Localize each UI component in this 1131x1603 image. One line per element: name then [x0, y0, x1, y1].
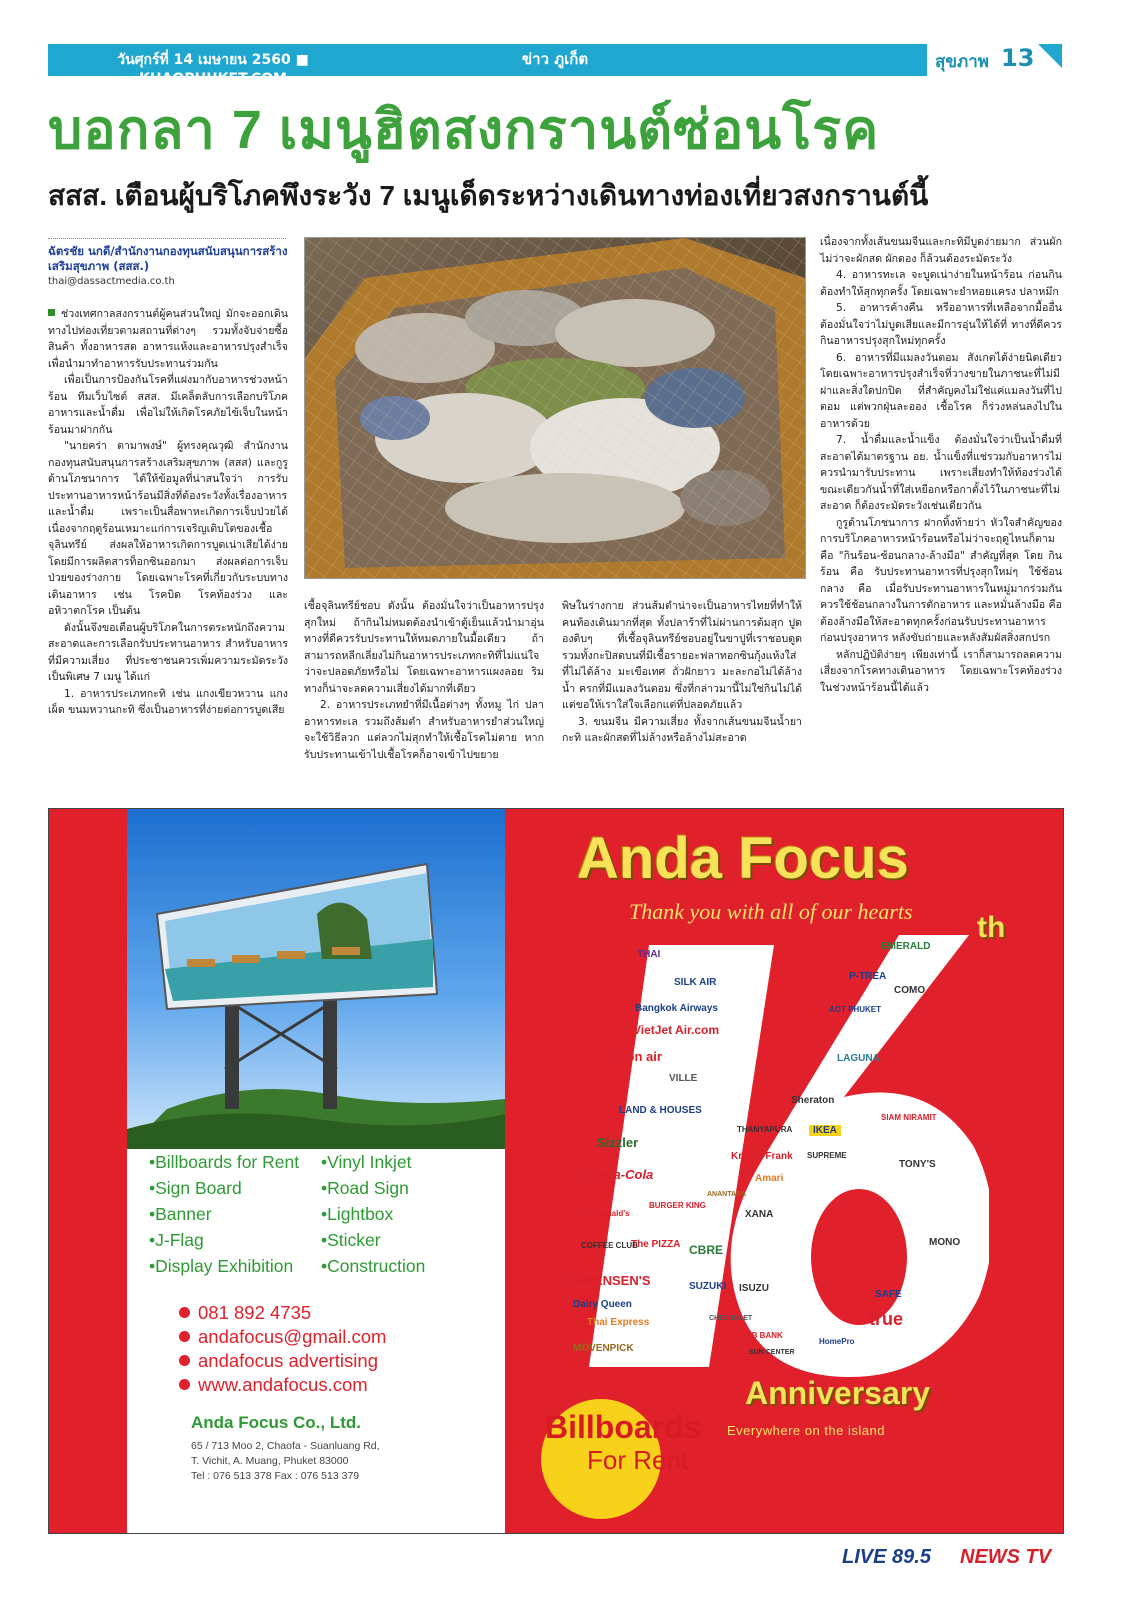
company-name: Anda Focus Co., Ltd.	[191, 1413, 361, 1432]
service-item: •Road Sign	[321, 1178, 409, 1198]
logo-ptrea: P-TREA	[849, 971, 887, 982]
logo-chevrolet: CHEVROLET	[709, 1315, 753, 1322]
anda-focus-advertisement	[48, 808, 1064, 1534]
logo-homepro: HomePro	[819, 1337, 855, 1346]
seafood-photo	[304, 237, 806, 579]
page-number: 13	[1001, 44, 1035, 72]
author-email: thai@dassactmedia.co.th	[48, 276, 175, 287]
author-name: ฉัตรชัย นกดี/สำนักงานกองทุนสนับสนุนการสร้างเสริมสุขภาพ (สสส.)	[48, 244, 288, 273]
service-item: •Display Exhibition	[149, 1256, 294, 1276]
seafood-basket-image	[305, 238, 805, 578]
service-item: •Sign Board	[149, 1178, 242, 1198]
logo-tonys: TONY'S	[899, 1159, 936, 1170]
ad-sky-background	[127, 809, 505, 1149]
logo-lionair: Lion air	[615, 1049, 662, 1064]
phone-icon	[179, 1307, 190, 1318]
paragraph: 1. อาหารประเภทกะทิ เช่น แกงเขียวหวาน แกงเผ็ด ขนมหวานกะทิ ซึ่งเป็นอาหารที่ง่ายต่อการบูดเสีย	[48, 687, 288, 716]
article-subheadline: สสส. เตือนผู้บริโภคพึงระวัง 7 เมนูเด็ดระหว่างเดินทางท่องเที่ยวสงกรานต์นี้	[48, 180, 929, 211]
ad-anniversary: Anniversary	[745, 1375, 930, 1411]
paragraph: 3. ขนมจีน มีความเสี่ยง ทั้งจากเส้นขนมจีนน้ำยากะทิ และผักสดที่ไม่ล้างหรือล้างไม่สะอาด	[562, 715, 802, 744]
logo-suzuki: SUZUKI	[689, 1281, 727, 1292]
byline-divider	[48, 238, 286, 239]
article-column-1	[48, 306, 288, 719]
paragraph: 7. น้ำดื่มและน้ำแข็ง ต้องมั่นใจว่าเป็นน้ำดื่มที่สะอาดได้มาตรฐาน อย. น้ำแข็งที่แช่รวมกับอาหารไม่ควรนำมารับประทาน เพราะเสี่ยงทำให้ท้องร่วงได้ขณะเดียวกันน้ำที่ใส่เหยือกหรือกาตั้งไว้ในภาชนะที่ไม่สะอาด ก็ต้องระมัดระวังเช่นเดียวกัน	[820, 434, 1062, 512]
service-item: •Construction	[321, 1256, 426, 1276]
logo-bangkok-airways: Bangkok Airways	[635, 1003, 718, 1014]
logo-sun-center: SUN CENTER	[749, 1349, 795, 1356]
company-address: 65 / 713 Moo 2, Chaofa - Suanluang Rd, T. Vichit, A. Muang, Phuket 83000 Tel : 076 513 378 Fax : 076 513 379	[191, 1440, 380, 1482]
article-column-4	[820, 234, 1062, 696]
contact-list	[179, 1301, 386, 1397]
ad-tagline: Thank you with all of our hearts	[629, 899, 913, 924]
bullet-icon	[48, 309, 55, 316]
logo-burger-king: BURGER KING	[649, 1201, 706, 1210]
contact-facebook: andafocus advertising	[179, 1349, 386, 1373]
issue-date: วันศุกร์ที่ 14 เมษายน 2560 ■ KHAOPHUKET.COM	[117, 52, 309, 87]
logo-swensens: SWENSEN'S	[573, 1273, 651, 1288]
logo-sheraton: Sheraton	[791, 1095, 835, 1106]
logo-mono: MONO	[929, 1237, 961, 1248]
logo-cbre: CBRE	[689, 1243, 724, 1257]
paragraph: พิษในร่างกาย ส่วนส้มตำน่าจะเป็นอาหารไทยที่ทำให้คนท้องเดินมากที่สุด ทั้งปลาร้าที่ไม่ผ่านการต้มสุก ปูดองดิบๆ ที่เชื้อจุลินทรีย์ชอบอยู่ในขาปูที่เราชอบดูด รวมทั้งกะปิสดบนที่มีเชื้อรายอะฟลาทอกซินกุ้งแห้งใส่ที่ไม่ได้ล้าง มะเขือเทศ ถั่วฝักยาว มะละกอไม่ได้ล้างน้ำ ครกที่มีแมลงวันตอม ซึ่งที่กล่าวมานี้ไม่ใช่กินไม่ได้ แต่ขอให้เราใส่ใจเลือกแต่ที่ปลอดภัยแล้ว	[562, 600, 802, 711]
logo-supreme: SUPREME	[807, 1151, 847, 1160]
paragraph: หลักปฏิบัติง่ายๆ เพียงเท่านี้ เราก็สามารถลดความเสี่ยงจากโรคทางเดินอาหาร โดยเฉพาะโรคท้องร่วงในช่วงหน้าร้อนนี้ได้แล้ว	[820, 648, 1062, 694]
section-box	[927, 44, 1062, 76]
logo-aot: AOT PHUKET	[829, 1005, 881, 1014]
logo-mcdonalds: McDonald's	[585, 1209, 630, 1218]
news-tv-logo: NEWS TV	[960, 1546, 1052, 1568]
facebook-icon	[179, 1355, 190, 1366]
services-list-right	[321, 1149, 425, 1279]
contact-phone: 081 892 4735	[179, 1301, 386, 1325]
paragraph: 5. อาหารค้างคืน หรืออาหารที่เหลือจากมื้ออื่น ต้องมั่นใจว่าไม่บูดเสียและมีการอุ่นให้ได้ที่ ทางที่ดีควรกินอาหารปรุงสุกใหม่ทุกครั้ง	[820, 302, 1062, 347]
logo-emerald: EMERALD	[881, 941, 931, 952]
web-icon	[179, 1379, 190, 1390]
billboard-illustration	[127, 809, 505, 1149]
article-column-3	[562, 598, 802, 747]
logo-cimb: CIMB BANK	[737, 1331, 783, 1340]
logo-vietjet: VietJet Air.com	[633, 1023, 720, 1037]
service-item: •J-Flag	[149, 1230, 204, 1250]
paragraph: กูรูด้านโภชนาการ ฝากทิ้งท้ายว่า หัวใจสำคัญของการบริโภคอาหารหน้าร้อนหรือไม่ว่าจะฤดูไหนก็ตาม คือ "กินร้อน-ช้อนกลาง-ล้างมือ" สำคัญที่สุด โดย กินร้อน คือ รับประทานอาหารที่ปรุงสุกใหม่ๆ ใช้ช้อนกลาง คือ เมื่อรับประทานอาหารในหมู่มากร่วมกัน ควรใช้ช้อนกลางในการตักอาหาร และหมั่นล้างมือ คือ ต้องล้างมือให้สะอาดทุกครั้งก่อนรับประทานอาหาร ก่อนปรุงอาหาร หลังขับถ่ายและหลังสัมผัสสิ่งสกปรก	[820, 516, 1062, 644]
paragraph: ดังนั้นจึงขอเตือนผู้บริโภคในการตระหนักถึงความสะอาดและการเลือกรับประทานอาหาร สำหรับอาหารที่มีความเสี่ยง ที่ประชาชนควรเพิ่มความระมัดระวังเป็นพิเศษ 7 เมนู ได้แก่	[48, 621, 288, 683]
article-headline: บอกลา 7 เมนูฮิตสงกรานต์ซ่อนโรค	[48, 100, 880, 160]
logo-thanyapura: THANYAPURA	[737, 1125, 793, 1134]
service-item: •Lightbox	[321, 1204, 394, 1224]
logo-thai-express: Thai Express	[587, 1317, 650, 1328]
service-item: •Banner	[149, 1204, 212, 1224]
corner-mark-icon	[1038, 44, 1062, 68]
logo-silkair: SILK AIR	[674, 977, 717, 988]
paragraph: เนื่องจากทั้งเส้นขนมจีนและกะทิมีบูดง่ายมาก ส่วนผักไม่ว่าจะผักสด ผักดอง ก็ล้วนต้องระมัดระวัง	[820, 236, 1062, 265]
services-list-left	[149, 1149, 299, 1279]
logo-movenpick: MÖVENPICK	[573, 1343, 634, 1354]
logo-amari: Amari	[755, 1173, 784, 1184]
logo-dairy-queen: Dairy Queen	[573, 1299, 632, 1310]
masthead-logo: ข่าว ภูเก็ต	[521, 50, 589, 68]
logo-land-houses: LAND & HOUSES	[619, 1105, 702, 1116]
logo-coca-cola: Coca-Cola	[589, 1167, 654, 1182]
byline	[48, 244, 288, 287]
logo-como: COMO	[894, 985, 926, 996]
paragraph: ช่วงเทศกาลสงกรานต์ผู้คนส่วนใหญ่ มักจะออกเดินทางไปท่องเที่ยวตามสถานที่ต่างๆ รวมทั้งจับจ่ายซื้อสินค้า ทั้งอาหารสด อาหารแห้งและอาหารปรุงสำเร็จ เพื่อนำมาทำอาหารรับประทานร่วมกัน	[48, 308, 288, 370]
header-bar	[48, 44, 1062, 87]
paragraph: เชื้อจุลินทรีย์ชอบ ดังนั้น ต้องมั่นใจว่าเป็นอาหารปรุงสุกใหม่ ถ้ากินไม่หมดต้องนำเข้าตู้เย็นแล้วนำมาอุ่นทางที่ดีควรรับประทานให้หมดภายในมื้อเดียว ถ้าสามารถหลีกเลี่ยงไม่กินอาหารประเภทกะทิที่ไม่แน่ใจว่าจะปลอดภัยหรือไม่ โดยเฉพาะอาหารแผงลอย ริมทางก็น่าจะลดความเสี่ยงได้มากที่เดียว	[304, 600, 544, 695]
logo-xana: XANA	[745, 1209, 774, 1220]
service-item: •Sticker	[321, 1230, 381, 1250]
logo-pizza: The PIZZA	[631, 1239, 681, 1250]
paragraph: 2. อาหารประเภทยำที่มีเนื้อต่างๆ ทั้งหมู ไก่ ปลา อาหารทะเล รวมถึงส้มตำ สำหรับอาหารยำส่วนใหญ่จะใช้วิธีลวก แต่ลวกไม่สุกทำให้เชื้อโรคไม่ตาย หากรับประทานเข้าไปเชื้อโรคก็อาจเข้าไปขยาย	[304, 699, 544, 761]
contact-email: andafocus@gmail.com	[179, 1325, 386, 1349]
section-name: สุขภาพ	[935, 52, 989, 72]
logo-sizzler: Sizzler	[597, 1135, 639, 1150]
logo-ville: VILLE	[669, 1073, 698, 1084]
logo-siam-niramit: SIAM NIRAMIT	[881, 1113, 937, 1122]
article-column-2	[304, 598, 544, 763]
logo-safe: SAFE	[875, 1289, 902, 1300]
logo-anantara: ANANTARA	[707, 1191, 747, 1198]
logo-true: true	[869, 1309, 904, 1329]
ad-title: Anda Focus	[577, 826, 909, 891]
logo-laguna: LAGUNA	[837, 1053, 880, 1064]
badge-for-rent: For Rent	[587, 1445, 689, 1475]
service-item: •Billboards for Rent	[149, 1152, 300, 1172]
paragraph: 4. อาหารทะเล จะบูดเน่าง่ายในหน้าร้อน ก่อนกินต้องทำให้สุกทุกครั้ง โดยเฉพาะยำหอยแครง ปลาหมึก	[820, 269, 1062, 298]
contact-website: www.andafocus.com	[179, 1373, 386, 1397]
live-radio-logo: LIVE 89.5	[842, 1546, 931, 1568]
service-item: •Vinyl Inkjet	[321, 1152, 412, 1172]
paragraph: 6. อาหารที่มีแมลงวันตอม สังเกตได้ง่ายนิดเดียว โดยเฉพาะอาหารปรุงสำเร็จที่วางขายในภาชนะที่ไม่มีฝาและสิ่งใดปกปิด ที่สำคัญคงไม่ใช่แค่แมลงวันที่ไปตอม แต่พวกฝุ่นละออง เชื้อโรค ก็ร่วงหล่นลงไปในอาหารด้วย	[820, 351, 1062, 430]
ad-number-suffix: th	[977, 911, 1006, 944]
ad-everywhere: Everywhere on the island	[727, 1423, 885, 1438]
paragraph: เพื่อเป็นการป้องกันโรคที่แฝงมากับอาหารช่วงหน้าร้อน ทีมเว็บไซต์ สสส. มีเคล็ดลับการเลือกบริโภคอาหารและน้ำดื่ม เพื่อไม่ให้เกิดโรคภัยไข้เจ็บในหน้าร้อนมาฝากกัน	[48, 374, 288, 436]
logo-ikea: IKEA	[809, 1125, 841, 1136]
logo-knight-frank: Knight Frank	[731, 1151, 793, 1162]
paragraph: "นายคร่า ตามาพงษ์" ผู้ทรงคุณวุฒิ สำนักงานกองทุนสนับสนุนการสร้างเสริมสุขภาพ (สสส) และกูรูด้านโภชนาการ ได้ให้ข้อมูลที่น่าสนใจว่า การรับประทานอาหารหน้าร้อนมีสิ่งที่ต้องระวังทั้งเรื่องอาหารและน้ำดื่ม เพราะเป็นสื่อพาหะเกิดการเจ็บป่วยได้ เนื่องจากฤดูร้อนเหมาะแก่การเจริญเติบโตของเชื้อจุลินทรีย์ ส่งผลให้อาหารเกิดการบูดเน่าเสียได้ง่าย โดยมีการผลิตสารท็อกซินออกมา ส่งผลต่อการเจ็บป่วยของร่างกาย โดยเฉพาะโรคที่เกี่ยวกับระบบทางเดินอาหาร เช่น โรคบิด โรคท้องร่วง และอหิวาตกโรค เป็นต้น	[48, 440, 288, 617]
badge-billboards: Billboards	[545, 1409, 702, 1445]
logo-coffee-club: COFFEE CLUB	[581, 1241, 638, 1250]
logo-isuzu: ISUZU	[739, 1283, 769, 1294]
email-icon	[179, 1331, 190, 1342]
logo-thai: THAI	[637, 949, 661, 960]
